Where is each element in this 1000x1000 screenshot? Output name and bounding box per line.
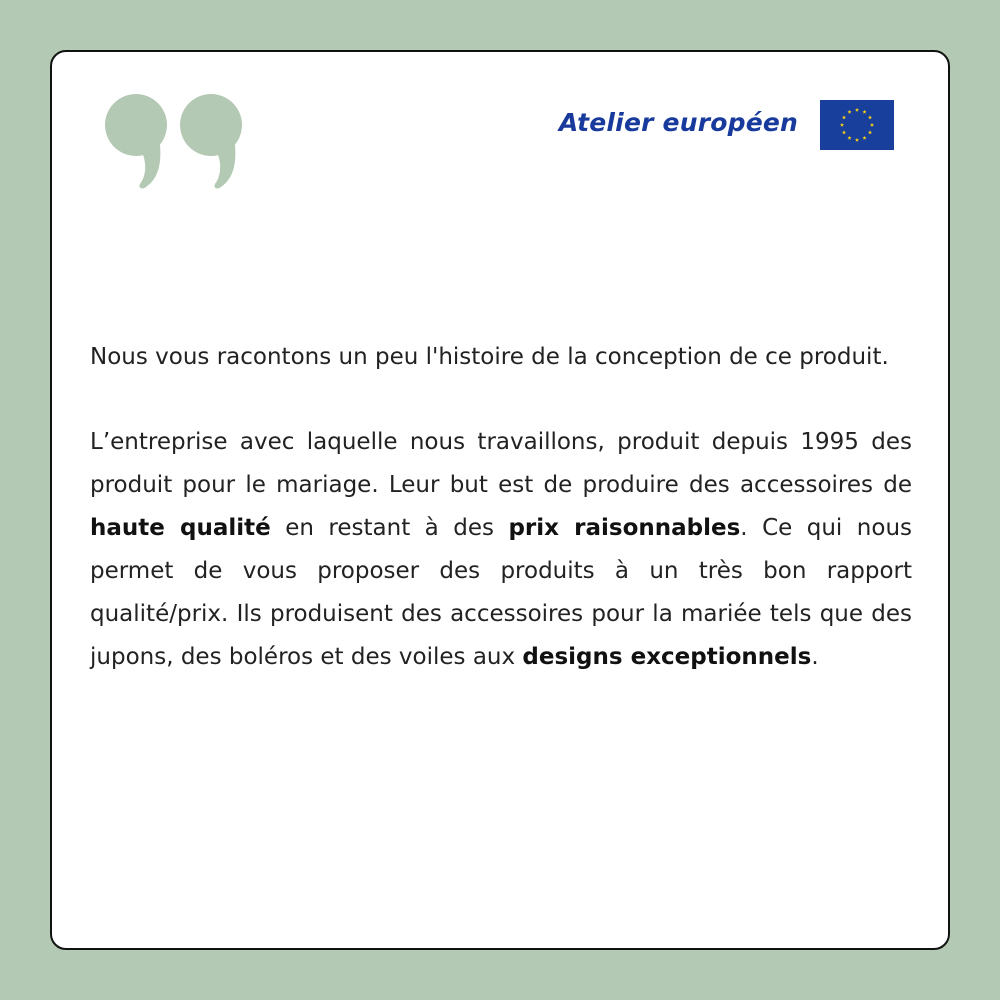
intro-paragraph: Nous vous racontons un peu l'histoire de la conception de ce produit.	[90, 344, 889, 370]
story-text-part: L’entreprise avec laquelle nous travaillons, produit depuis 1995 des produit pour le mariage. Leur but est de produire des accessoires de	[90, 429, 912, 498]
testimonial-card	[50, 50, 950, 950]
brand-name: Atelier européen	[558, 108, 798, 137]
story-text	[90, 336, 912, 679]
story-text-part: . Ce qui nous permet de vous proposer des produits à un très bon rapport qualité/prix. Ils produisent des accessoires pour la mariée tels que des jupons, des boléros et des voiles aux	[90, 515, 913, 670]
story-text-part: .	[811, 644, 819, 670]
story-text-part: en restant à des	[270, 515, 509, 541]
story-paragraph	[90, 421, 912, 679]
quotation-mark-icon	[102, 90, 248, 190]
highlight-haute-qualite: haute qualité	[90, 515, 271, 541]
eu-flag-icon	[820, 100, 894, 150]
highlight-prix-raisonnables: prix raisonnables	[508, 515, 741, 541]
highlight-designs-exceptionnels: designs exceptionnels	[522, 644, 812, 670]
